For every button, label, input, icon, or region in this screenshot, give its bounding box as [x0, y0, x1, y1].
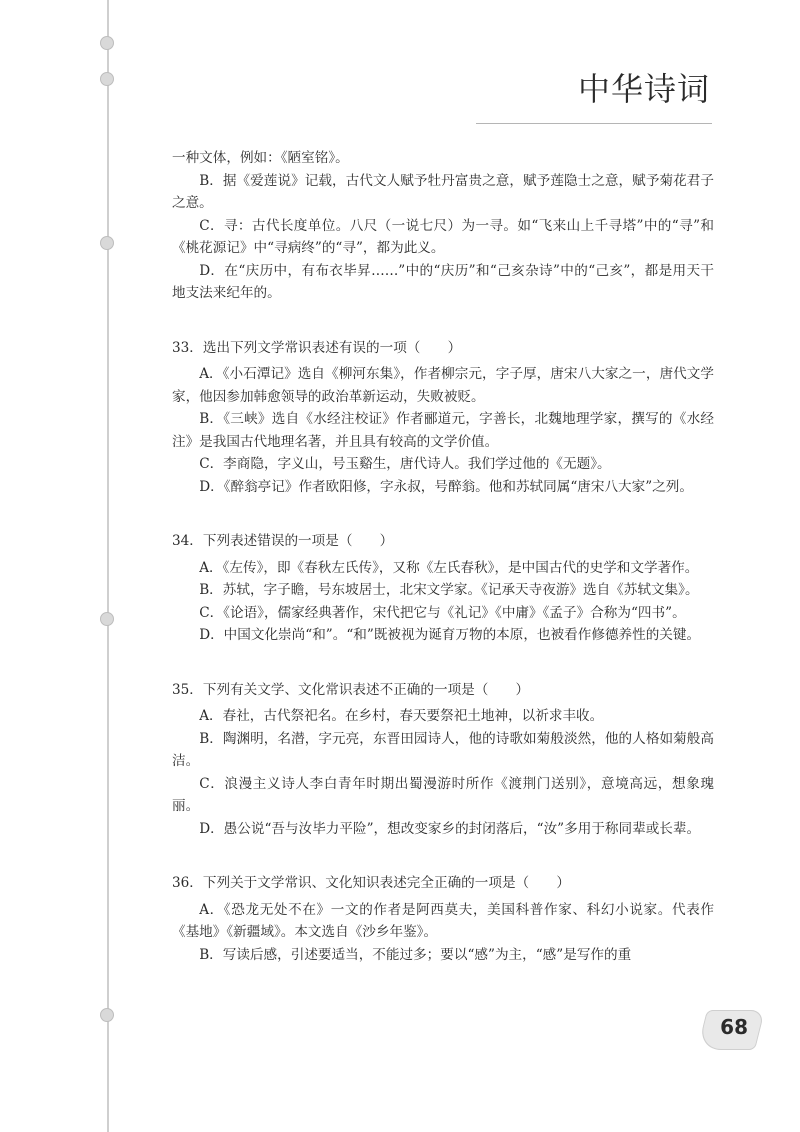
- option-a: A．《左传》，即《春秋左氏传》，又称《左氏春秋》，是中国古代的史学和文学著作。: [199, 559, 699, 576]
- option-d: D．愚公说“吾与汝毕力平险”，想改变家乡的封闭落后，“汝”多用于称同辈或长辈。: [199, 820, 701, 837]
- intro-option-d: D．在“庆历中，有布衣毕昇……”中的“庆历”和“己亥杂诗”中的“己亥”，都是用天干地支法来纪年的。: [172, 262, 714, 301]
- binding-hole: [100, 72, 114, 86]
- binding-hole: [100, 1008, 114, 1022]
- option-c: C．浪漫主义诗人李白青年时期出蜀漫游时所作《渡荆门送别》，意境高远，想象瑰丽。: [172, 775, 714, 814]
- option-a: A．《小石潭记》选自《柳河东集》，作者柳宗元，字子厚，唐宋八大家之一，唐代文学家，他因参加韩愈领导的政治革新运动，失败被贬。: [172, 366, 714, 405]
- page-content: [172, 147, 714, 966]
- page-number: 68: [720, 1015, 748, 1039]
- option-b: B．《三峡》选自《水经注校证》作者郦道元，字善长，北魏地理学家，撰写的《水经注》是我国古代地理名著，并且具有较高的文学价值。: [172, 411, 714, 450]
- binding-hole: [100, 612, 114, 626]
- option-c: C．《论语》，儒家经典著作，宋代把它与《礼记》《中庸》《孟子》合称为“四书”。: [199, 604, 686, 621]
- option-d: D．《醉翁亭记》作者欧阳修，字永叔，号醉翁。他和苏轼同属“唐宋八大家”之列。: [199, 478, 693, 495]
- binding-hole: [100, 36, 114, 50]
- binding-line: [107, 0, 109, 1132]
- question-stem: 34．下列表述错误的一项是（ ）: [172, 533, 394, 549]
- option-d: D．中国文化崇尚“和”。“和”既被视为诞育万物的本原，也被看作修德养性的关键。: [199, 627, 701, 643]
- page-header-title: 中华诗词: [577, 70, 710, 108]
- intro-option-b: B．据《爱莲说》记载，古代文人赋予牡丹富贵之意，赋予莲隐士之意，赋予菊花君子之意。: [172, 172, 714, 211]
- option-a: A．春社，古代祭祀名。在乡村，春天要祭祀土地神，以祈求丰收。: [199, 708, 604, 724]
- option-a: A．《恐龙无处不在》一文的作者是阿西莫夫，美国科普作家、科幻小说家。代表作《基地》《新疆域》。本文选自《沙乡年鉴》。: [172, 901, 714, 940]
- option-b: B．苏轼，字子瞻，号东坡居士，北宋文学家。《记承天寺夜游》选自《苏轼文集》。: [199, 582, 699, 598]
- question-stem: 36．下列关于文学常识、文化知识表述完全正确的一项是（ ）: [172, 875, 570, 891]
- question-33: [172, 337, 714, 499]
- intro-option-c: C．寻：古代长度单位。八尺（一说七尺）为一寻。如“飞来山上千寻塔”中的“寻”和《桃花源记》中“寻病终”的“寻”，都为此义。: [172, 217, 714, 256]
- question-35: [172, 679, 714, 841]
- binding-hole: [100, 236, 114, 250]
- question-stem: 35．下列有关文学、文化常识表述不正确的一项是（ ）: [172, 681, 530, 698]
- question-stem: 33．选出下列文学常识表述有误的一项（ ）: [172, 339, 462, 356]
- option-b: B．写读后感，引述要适当，不能过多；要以“感”为主，“感”是写作的重: [199, 946, 632, 963]
- question-36: [172, 872, 714, 966]
- intro-line: 一种文体，例如：《陋室铭》。: [172, 150, 349, 166]
- question-34: [172, 530, 714, 647]
- header-rule: [476, 123, 712, 124]
- option-b: B．陶渊明，名潜，字元亮，东晋田园诗人，他的诗歌如菊般淡然，他的人格如菊般高洁。: [172, 730, 714, 769]
- option-c: C．李商隐，字义山，号玉谿生，唐代诗人。我们学过他的《无题》。: [199, 456, 611, 472]
